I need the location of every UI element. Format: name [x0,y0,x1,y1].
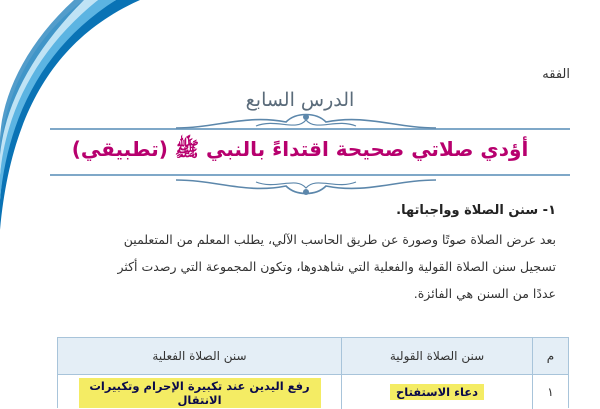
ornament-top [136,108,476,138]
corner-swoosh-decoration [0,0,140,230]
section-heading: ١- سنن الصلاة وواجباتها. [396,203,556,218]
header-verbal-sunan: سنن الصلاة القولية [341,338,532,374]
paragraph-line: بعد عرض الصلاة صوتًا وصورة عن طريق الحاسب الآلي، يطلب المعلم من المتعلمين [123,232,556,247]
action-sunnah-highlight: رفع اليدين عند تكبيرة الإحرام وتكبيرات الانتقال [79,378,321,408]
ornament-bottom [136,170,476,200]
verbal-sunnah-highlight: دعاء الاستفتاح [390,384,484,400]
header-action-sunan: سنن الصلاة الفعلية [152,349,247,363]
lesson-number: الدرس السابع [245,89,355,111]
action-cell [58,375,341,409]
instruction-paragraph [56,226,556,307]
header-number: م [532,338,568,374]
subject-label: الفقه [542,67,570,82]
table-row [58,375,568,409]
row-number: ١ [532,375,568,409]
sunan-table [57,337,569,408]
verbal-cell [341,375,532,409]
lesson-title: أؤدي صلاتي صحيحة اقتداءً بالنبي ﷺ (تطبيقي) [71,137,529,161]
paragraph-line: تسجيل سنن الصلاة القولية والفعلية التي شاهدوها، وتكون المجموعة التي رصدت أكثر [117,259,556,274]
table-header-row [58,338,568,375]
paragraph-line: عددًا من السنن هي الفائزة. [413,286,556,301]
